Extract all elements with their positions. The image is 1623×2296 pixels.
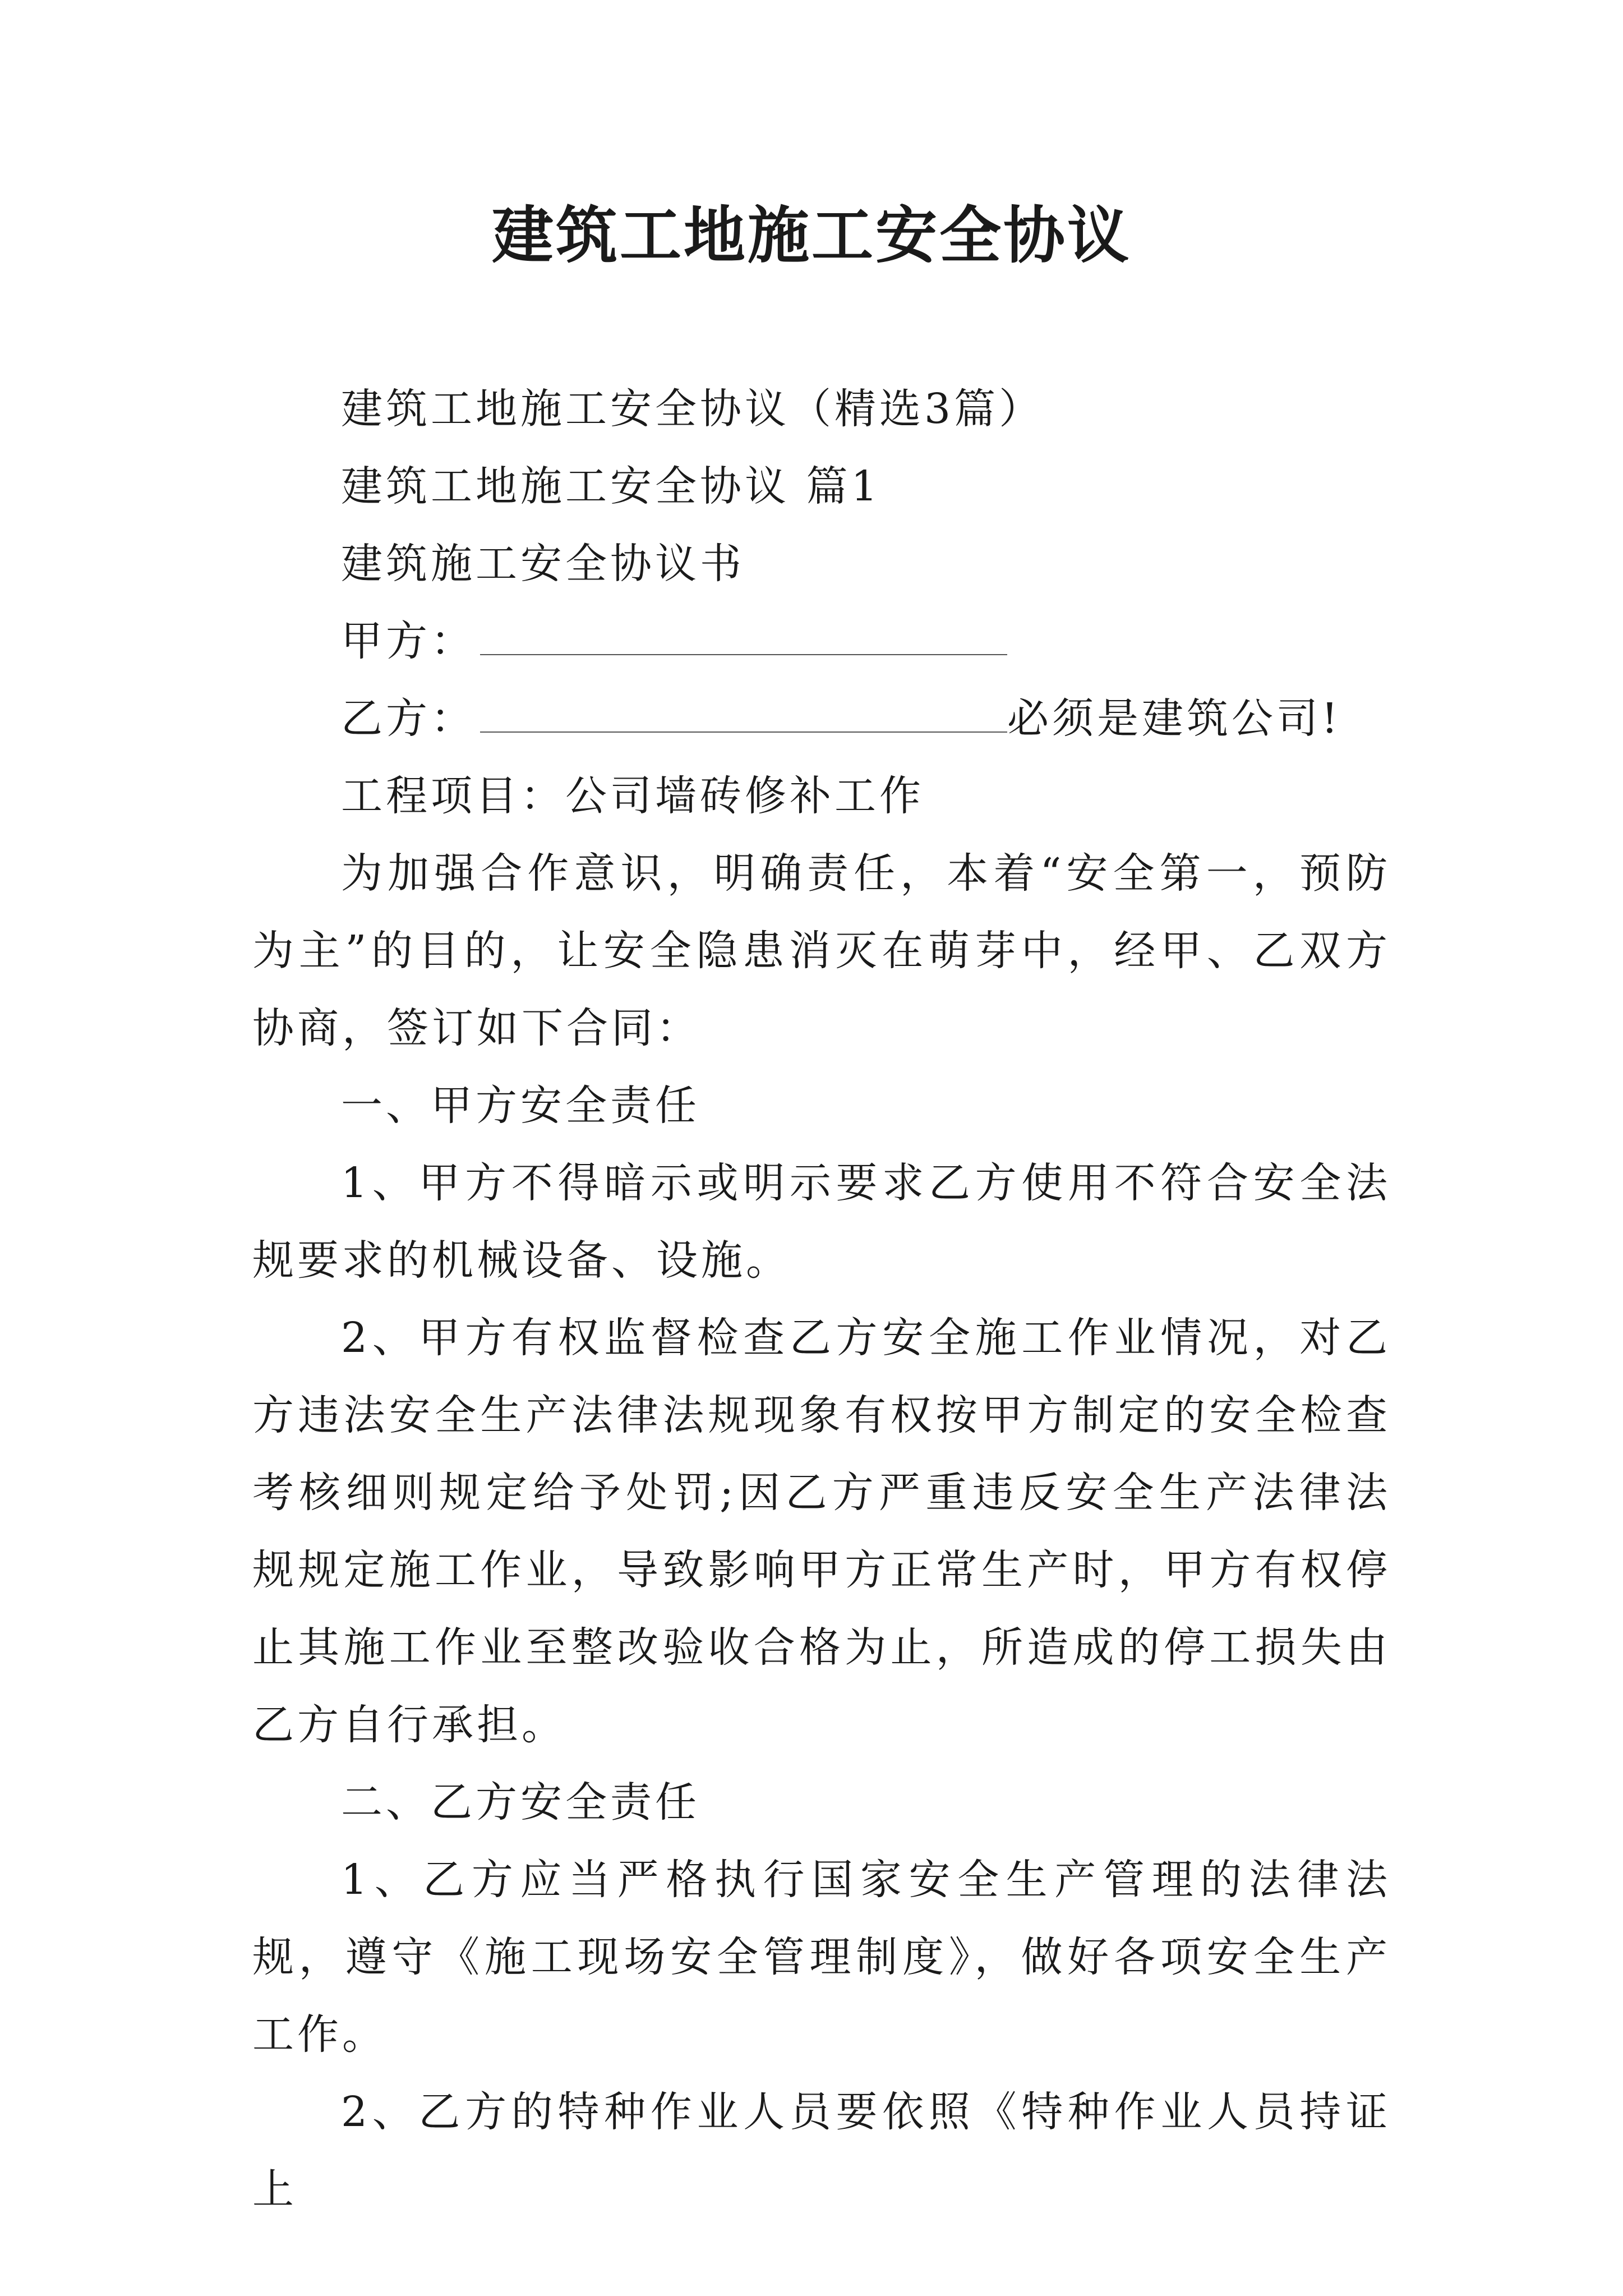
article-title: 建筑工地施工安全协议 篇1 bbox=[341, 462, 881, 510]
section1-item1: 1、甲方不得暗示或明示要求乙方使用不符合安全法规要求的机械设备、设施。 bbox=[252, 1159, 1391, 1285]
collection-title: 建筑工地施工安全协议（精选3篇） bbox=[341, 385, 1044, 433]
section2-heading: 二、乙方安全责任 bbox=[341, 1778, 700, 1826]
section1-heading: 一、甲方安全责任 bbox=[341, 1082, 700, 1130]
project-line: 工程项目：公司墙砖修补工作 bbox=[341, 772, 924, 820]
party-b-label: 乙方： bbox=[341, 694, 476, 743]
section2-item1: 1、乙方应当严格执行国家安全生产管理的法律法规，遵守《施工现场安全管理制度》，做好各项安全生产工作。 bbox=[252, 1856, 1391, 2059]
party-b-note: 必须是建筑公司! bbox=[1007, 694, 1341, 743]
section1-item2: 2、甲方有权监督检查乙方安全施工作业情况，对乙方违法安全生产法律法规现象有权按甲方制定的安全检查考核细则规定给予处罚;因乙方严重违反安全生产法律法规规定施工作业，导致影响甲方正常生产时，甲方有权停止其施工作业至整改验收合格为止，所造成的停工损失由乙方自行承担。 bbox=[252, 1314, 1391, 1749]
party-b-blank bbox=[480, 694, 1007, 733]
book-title: 建筑施工安全协议书 bbox=[341, 540, 745, 588]
party-a-line bbox=[252, 602, 1391, 680]
document-title: 建筑工地施工安全协议 bbox=[492, 199, 1131, 272]
party-a-label: 甲方： bbox=[341, 617, 476, 665]
intro-paragraph: 为加强合作意识，明确责任，本着“安全第一，预防为主”的目的，让安全隐患消灭在萌芽中，经甲、乙双方协商，签订如下合同： bbox=[252, 849, 1391, 1052]
party-b-line bbox=[252, 680, 1391, 757]
section2-item2: 2、乙方的特种作业人员要依照《特种作业人员持证上 bbox=[252, 2088, 1391, 2214]
document-body bbox=[252, 370, 1391, 2228]
party-a-blank bbox=[480, 617, 1007, 655]
